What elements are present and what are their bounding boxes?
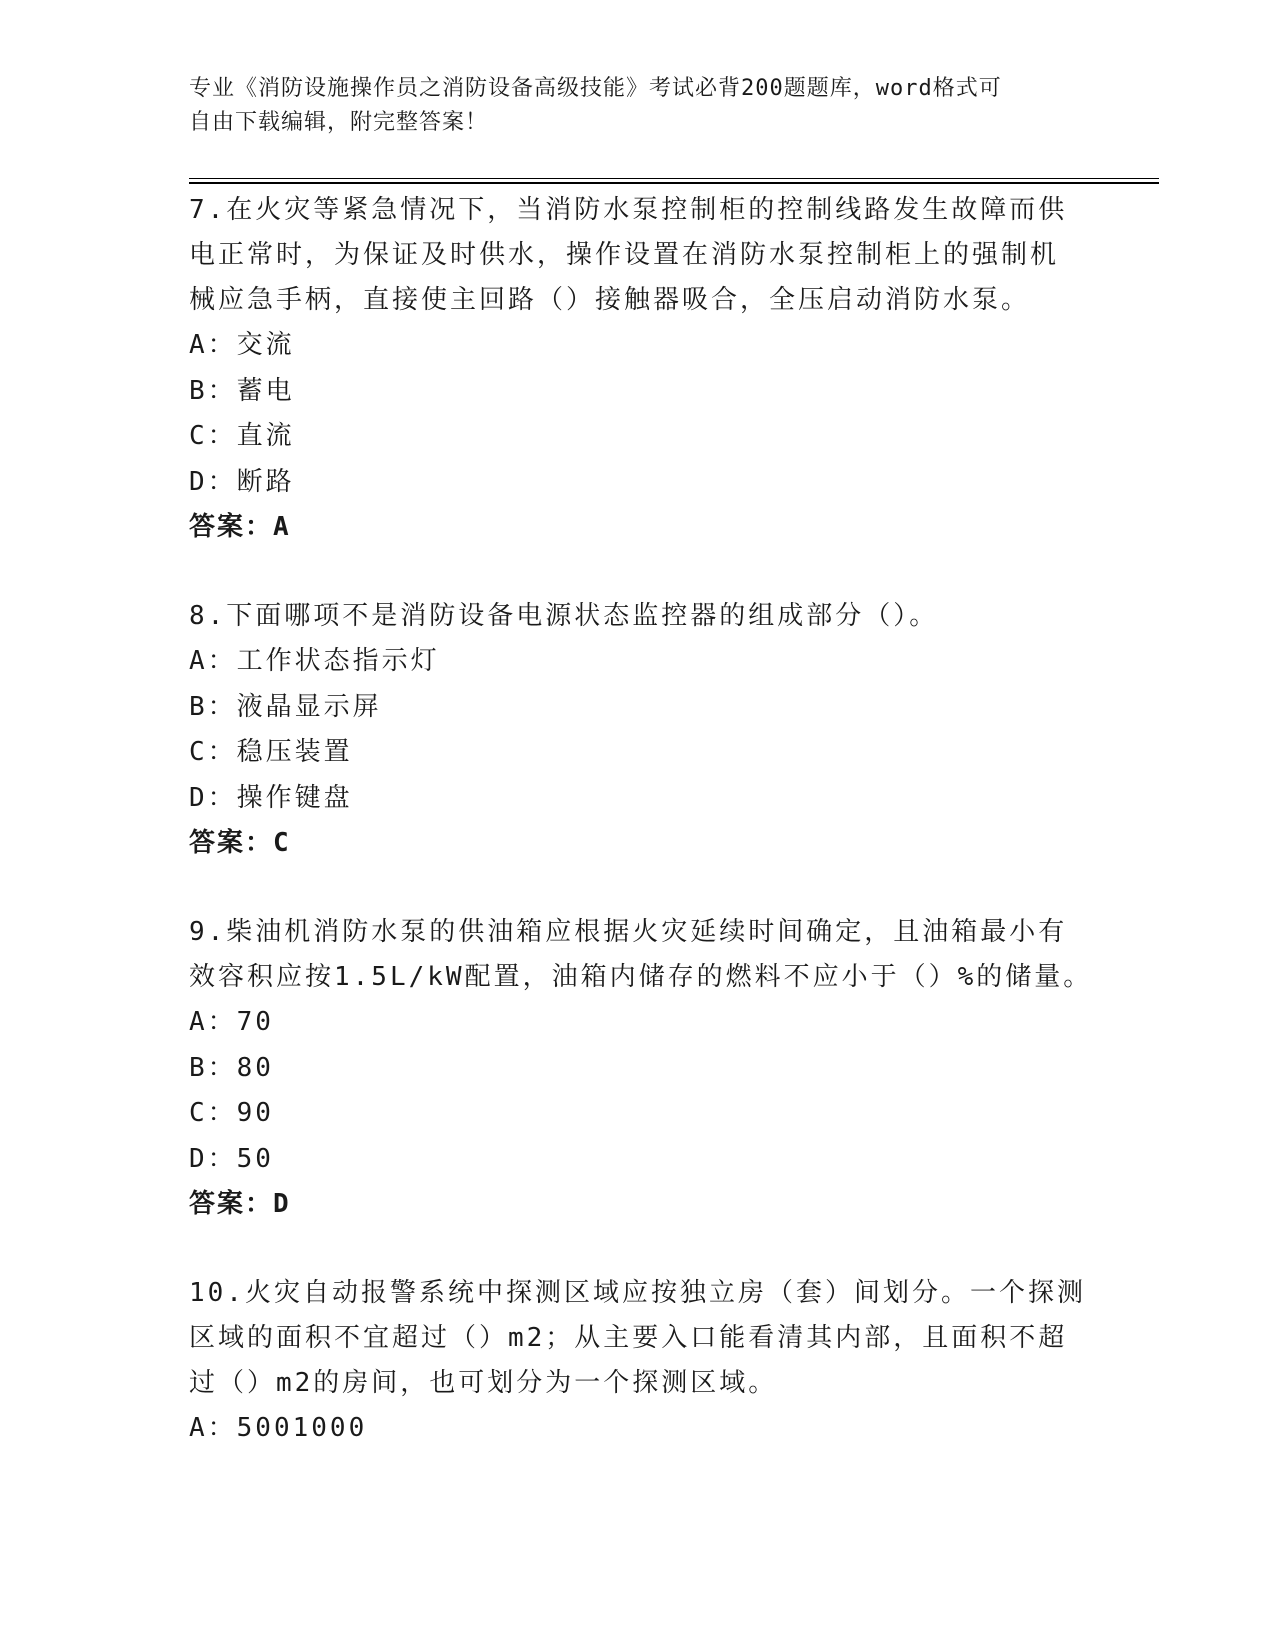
option-b: B：80 [189,1052,274,1083]
answer: 答案：D [189,1189,291,1219]
document-header [189,72,1089,140]
question-7 [189,188,1089,550]
option-c: C：90 [189,1098,274,1128]
answer: 答案：C [189,828,291,858]
answer: 答案：A [189,512,291,542]
question-9 [189,910,1093,1227]
question-stem-line: 9.柴油机消防水泵的供油箱应根据火灾延续时间确定，且油箱最小有 [189,917,1068,947]
question-stem-line: 10.火灾自动报警系统中探测区域应按独立房（套）间划分。一个探测 [189,1278,1086,1308]
option-b: B：蓄电 [189,375,295,406]
question-stem-line: 效容积应按1.5L/kW配置，油箱内储存的燃料不应小于（）%的储量。 [189,962,1093,992]
question-stem-line: 区域的面积不宜超过（）m2；从主要入口能看清其内部，且面积不超 [189,1323,1068,1353]
header-divider-thick [189,182,1159,184]
option-c: C：稳压装置 [189,737,353,767]
question-8 [189,594,1089,866]
option-a: A：交流 [189,330,295,360]
header-divider-thin [189,178,1159,179]
question-stem-line: 7.在火灾等紧急情况下，当消防水泵控制柜的控制线路发生故障而供 [189,195,1068,225]
option-d: D：操作键盘 [189,782,353,813]
option-a: A：工作状态指示灯 [189,646,440,676]
question-stem-line: 电正常时，为保证及时供水，操作设置在消防水泵控制柜上的强制机 [189,240,1060,270]
question-list [189,188,1093,1496]
option-c: C：直流 [189,421,295,451]
question-stem-line: 8.下面哪项不是消防设备电源状态监控器的组成部分（）。 [189,601,939,631]
option-d: D：50 [189,1143,274,1174]
header-line-1: 专业《消防设施操作员之消防设备高级技能》考试必背200题题库，word格式可 [189,76,1002,101]
option-a: A：5001000 [189,1413,368,1443]
question-stem-line: 械应急手柄，直接使主回路（）接触器吸合，全压启动消防水泵。 [189,285,1031,315]
question-10 [189,1271,1089,1452]
question-stem-line: 过（）m2的房间，也可划分为一个探测区域。 [189,1368,778,1398]
option-b: B：液晶显示屏 [189,691,382,722]
header-line-2: 自由下载编辑，附完整答案！ [189,110,489,135]
option-d: D：断路 [189,466,295,497]
option-a: A：70 [189,1007,274,1037]
